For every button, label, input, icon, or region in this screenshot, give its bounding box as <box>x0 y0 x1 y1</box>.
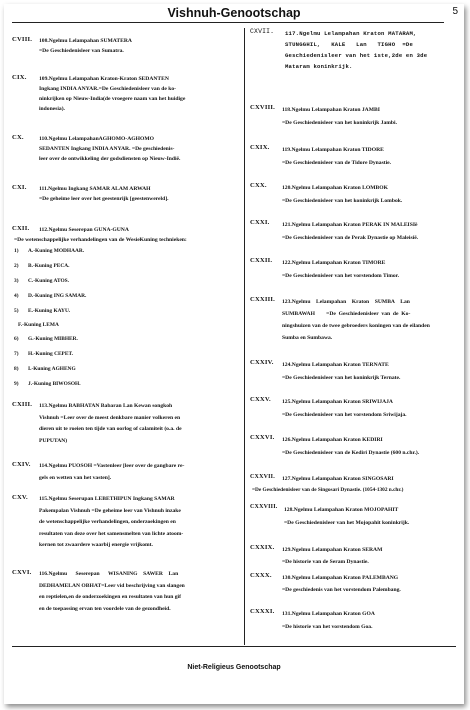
entry-line: 118.Ngelmu Lelampahan Kraton JAMBI <box>282 107 380 113</box>
entry-text <box>39 461 184 484</box>
entry-text <box>39 134 180 164</box>
entry-line: resultaten van deze over het samensmelten van lichte atoom- <box>39 530 184 537</box>
entry-roman: CXXIX. <box>250 544 275 551</box>
entry-text <box>39 36 132 56</box>
entry-line: STUNGGHIL, KALE Lan TIGHO =De <box>285 41 414 48</box>
kuning-key: 9) <box>14 381 19 387</box>
entry-line: DEDHAMELAN OBHAT=Leer vid beschrijving van slangen <box>39 582 185 589</box>
entry-line: 117.Ngelmu Lelampahan Kraton MATARAM, <box>285 30 417 37</box>
entry-line: 115.Ngelmu Seserupan LEBETHIPUN Ingkang SAMAR <box>39 496 175 502</box>
entry-roman: CXI. <box>12 184 27 191</box>
entry-roman: CVIII. <box>12 36 33 43</box>
kuning-key: 4) <box>14 293 19 299</box>
entry-line: 110.Ngelmu LelampahanAGHOMO-AGHOMO <box>39 136 154 142</box>
entry-line: =De Geschiedenisleer van het koninkrijk Jambi. <box>282 120 397 126</box>
entry-roman: CXXXI. <box>250 608 275 615</box>
entry-112-intro: =De wetenschappelijke verhandelingen van de WesieKuning technieken: <box>14 237 187 243</box>
kuning-item: G.-Kuning MIBHER. <box>28 336 78 342</box>
entry-line: =De Geschiedenisleer van Sumatra. <box>39 48 124 54</box>
entry-text <box>39 494 183 552</box>
kuning-key: 7) <box>14 351 19 357</box>
kuning-item: J.-Kuning BIWOSOH. <box>28 381 81 387</box>
kuning-item: I.-Kuning AGHENG <box>28 366 76 372</box>
entry-line: 114.Ngelmu PUOSOH =Vastenleer [leer over de gangbare re- <box>39 463 185 469</box>
kuning-item: A.-Kuning MODHAAR. <box>28 248 85 254</box>
kuning-key: 5) <box>14 308 19 314</box>
entry-line: =De Geschiedenisleer van de Tidore Dynastie. <box>282 160 392 166</box>
entry-roman: CXVIII. <box>250 104 276 111</box>
entry-line: Sumba en Sumbawa. <box>282 335 333 341</box>
entry-roman: CXXX. <box>250 572 272 579</box>
entry-roman: CXIII. <box>12 401 33 408</box>
entry-roman: CXXII. <box>250 257 273 264</box>
entry-text <box>282 144 391 170</box>
header-rule <box>12 22 444 23</box>
entry-text <box>39 225 129 235</box>
kuning-item: H.-Kuning CEPET. <box>28 351 73 357</box>
entry-line: ningshuizen van de twee gebroeders koningen van de eilanden <box>282 323 430 329</box>
entry-line: en de toepassing ervan ten voordele van de gezondheid. <box>39 605 171 612</box>
entry-roman: CXXV. <box>250 396 271 403</box>
entry-text <box>39 184 168 204</box>
entry-text <box>284 504 409 530</box>
entry-roman: CXIX. <box>250 144 270 151</box>
page-number: 5 <box>452 6 458 17</box>
entry-roman: CXII. <box>12 225 30 232</box>
entry-roman: CIX. <box>12 74 27 81</box>
entry-line: 131.Ngelmu Lelampahan Kraton GOA <box>282 611 375 617</box>
entry-line: 127.Ngelmu Lelampahan Kraton SINGOSARI <box>282 476 394 482</box>
entry-line: 125.Ngelmu Lelampahan Kraton SRIWIJAJA <box>282 399 393 405</box>
entry-text <box>39 569 185 615</box>
entry-roman: CXXIII. <box>250 296 276 303</box>
kuning-item: F.-Kuning LEMA <box>18 322 59 328</box>
entry-text <box>39 74 185 114</box>
entry-line: de wetenschappelijke verhandelingen, onderzoekingen en <box>39 519 176 525</box>
entry-line: dieren uit te roeien ten tijde van oorlog of calamiteit (o.a. de <box>39 426 182 432</box>
entry-line: 126.Ngelmu Lelampahan Kraton KEDIRI <box>282 437 383 443</box>
kuning-item: D.-Kuning ING SAMAR. <box>28 293 87 299</box>
entry-line: 120.Ngelmu Lelampahan Kraton LOMBOK <box>282 185 388 191</box>
entry-text <box>282 219 418 245</box>
kuning-key: 1) <box>14 248 19 254</box>
entry-line: SUMBAWAH =De Geschiedenisleer van de Ko- <box>282 311 411 317</box>
entry-line: gels en wetten van het vasten]. <box>39 474 112 481</box>
entry-text <box>285 28 427 72</box>
entry-line: SEDANTEN Ingkang INDIA ANYAR. =De geschiedenis- <box>39 146 175 152</box>
kuning-key: 6) <box>14 336 19 342</box>
entry-line: =De Geschiedenisleer van het koninkrijk Lombok. <box>282 198 403 204</box>
entry-roman: CXXVII. <box>250 474 275 480</box>
entry-line: 123.Ngelmu Lelampahan Kraton SUMBA Lan <box>282 299 410 305</box>
page-header <box>4 4 464 22</box>
entry-text <box>282 104 397 130</box>
entry-line: 130.Ngelmu Lelampahan Kraton PALEMBANG <box>282 575 399 581</box>
entry-text <box>282 474 394 484</box>
entry-line: =De geheime leer over het geestenrijk [geestenwereld]. <box>39 196 169 202</box>
page-title: Vishnuh-Genootschap <box>167 6 301 20</box>
entry-text <box>282 396 407 422</box>
entry-roman: CXXVIII. <box>250 504 278 510</box>
entry-line: 121.Ngelmu Lelampahan Kraton PERAK IN MALEISIë <box>282 222 418 228</box>
entry-line: =De Geschiedenisleer van het koninkrijk Ternate. <box>282 375 401 381</box>
entry-line: =De Geschiedenisleer van het vorstendom Sriwijaja. <box>282 412 407 418</box>
entry-text <box>282 359 400 385</box>
entry-text <box>282 608 375 634</box>
entry-text <box>282 572 401 596</box>
entry-line: 124.Ngelmu Lelampahan Kraton TERNATE <box>282 362 389 368</box>
entry-roman: CXX. <box>250 182 267 189</box>
entry-roman: CXVII. <box>250 28 275 35</box>
entry-roman: CXIV. <box>12 461 31 468</box>
entry-line: Ingkang INDIA ANYAR.=De Geschiedenisleer van de ko- <box>39 86 176 92</box>
entry-line: 116.Ngelmu Seserepan WISANING SAWER Lan <box>39 571 179 577</box>
entry-line: 113.Ngelmu BABHATAN Babaran Lan Kewan songkoh <box>39 403 173 409</box>
entry-roman: CXXIV. <box>250 359 274 366</box>
entry-line: 111.Ngelmu Ingkang SAMAR ALAM ARWAH <box>39 186 151 192</box>
kuning-item: C.-Kuning ATOS. <box>28 278 69 284</box>
column-divider <box>244 28 245 645</box>
kuning-key: 2) <box>14 263 19 269</box>
entry-line: indonesia). <box>39 106 65 112</box>
entry-roman: CX. <box>12 134 24 141</box>
entry-line: 108.Ngelmu Lelampahan SUMATERA <box>39 38 132 44</box>
entry-line: Pakempalan Vishnuh =De geheime leer van Vishnuh inzake <box>39 507 181 514</box>
entry-line: 119.Ngelmu Lelampahan Kraton TIDORE <box>282 147 384 153</box>
entry-127-desc: =De Geschiedenisleer van de Singosari Dynastie. (1054-1302 n.chr.) <box>252 487 404 493</box>
footer-rule <box>12 646 456 647</box>
document-page <box>4 4 464 704</box>
entry-line: =De Geschiedenisleer van het Mojopahit koninkrijk. <box>284 520 410 526</box>
entry-line: kernen tot zwaardere waarbij energie vrijkomt. <box>39 542 153 548</box>
entry-line: 112.Ngelmu Seserepan GUNA-GUNA <box>39 227 129 233</box>
entry-line: 129.Ngelmu Lelampahan Kraton SERAM <box>282 547 383 553</box>
kuning-item: E.-Kuning KAYU. <box>28 308 71 314</box>
entry-line: =De Geschiedenisleer van het vorstendom Timor. <box>282 273 400 279</box>
entry-roman: CXVI. <box>12 569 32 576</box>
entry-line: =De historie van het vorstendom Goa. <box>282 624 373 630</box>
kuning-key: 8) <box>14 366 19 372</box>
entry-text <box>282 182 402 208</box>
entry-roman: CXXVI. <box>250 434 275 441</box>
entry-roman: CXV. <box>12 494 28 501</box>
entry-line: PUPUTAN) <box>39 437 68 444</box>
entry-roman: CXXI. <box>250 219 270 226</box>
entry-line: 128.Ngelmu Lelampahan Kraton MOJOPAHIT <box>284 507 399 513</box>
entry-text <box>282 257 399 283</box>
entry-line: 109.Ngelmu Lelampahan Kraton-Kraton SEDANTEN <box>39 76 169 82</box>
entry-line: 122.Ngelmu Lelampahan Kraton TIMORE <box>282 260 386 266</box>
entry-text <box>282 296 430 344</box>
entry-line: en reptielen,en de onderzoekingen en resultaten van hun gif <box>39 594 181 600</box>
entry-line: ninkrijken op Nieuw-India(de vroegere naam van het huidige <box>39 96 186 102</box>
entry-line: =De geschiedenis van het vorstendom Palembang. <box>282 587 401 593</box>
entry-line: leer over de ontwikkeling der godsdiensten op Nieuw-Indië. <box>39 156 181 162</box>
entry-line: Mataram koninkrijk. <box>285 63 353 70</box>
page-footer: Niet-Religieus Genootschap <box>187 664 281 671</box>
kuning-key: 3) <box>14 278 19 284</box>
entry-line: =De Geschiedenisleer van de Kediri Dynastie (600 n.chr.). <box>282 450 420 456</box>
entry-text <box>282 434 419 460</box>
entry-text <box>282 544 382 568</box>
entry-text <box>39 401 182 447</box>
kuning-item: B.-Kuning PECA. <box>28 263 70 269</box>
entry-line: Geschiedenisleer van het 1ste,2de en 3de <box>285 52 428 59</box>
entry-line: =De historie van de Seram Dynastie. <box>282 559 369 565</box>
entry-line: Vishnuh =Leer over de meest denkbare manier volkeren en <box>39 414 181 421</box>
entry-line: =De Geschiedenisleer van de Perak Dynastie op Maleisië. <box>282 235 419 241</box>
